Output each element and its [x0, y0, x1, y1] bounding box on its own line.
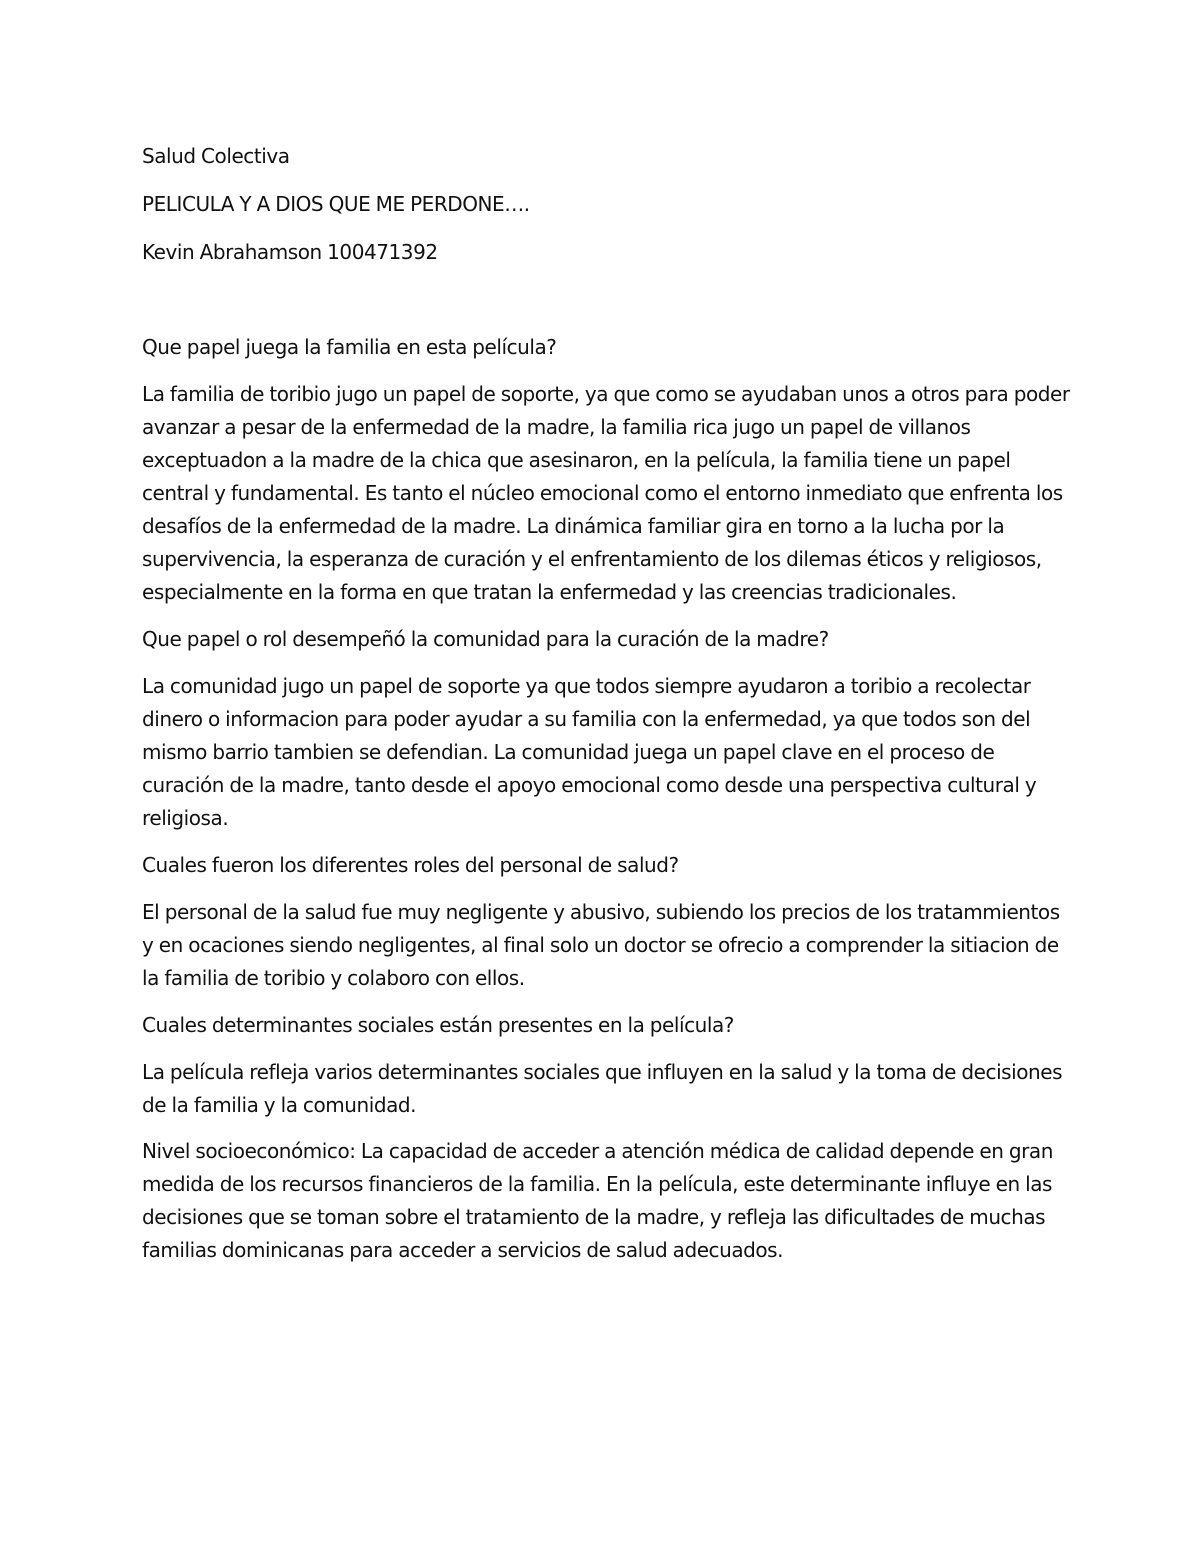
answer-health-staff-roles: El personal de la salud fue muy negligente y abusivo, subiendo los precios de los tratammientos y en ocaciones siendo negligentes, al final solo un doctor se ofrecio a comprender la sitiacion de la familia de toribio y colaboro con ellos. [142, 900, 1060, 990]
film-title: PELICULA Y A DIOS QUE ME PERDONE…. [142, 192, 530, 216]
question-community-role: Que papel o rol desempeñó la comunidad para la curación de la madre? [142, 627, 829, 651]
answer-family-role: La familia de toribio jugo un papel de soporte, ya que como se ayudaban unos a otros para poder avanzar a pesar de la enfermedad de la madre, la familia rica jugo un papel de villanos exceptuadon a la madre de la chica que asesinaron, en la película, la familia tiene un papel central y fundamental. Es tanto el núcleo emocional como el entorno inmediato que enfrenta los desafíos de la enfermedad de la madre. La dinámica familiar gira en torno a la lucha por la supervivencia, la esperanza de curación y el enfrentamiento de los dilemas éticos y religiosos, especialmente en la forma en que tratan la enfermedad y las creencias tradicionales. [142, 382, 1070, 604]
paragraph-socioeconomic-level: Nivel socioeconómico: La capacidad de acceder a atención médica de calidad depende en gran medida de los recursos financieros de la familia. En la película, este determinante influye en las decisiones que se toman sobre el tratamiento de la madre, y refleja las dificultades de muchas familias dominicanas para acceder a servicios de salud adecuados. [142, 1139, 1053, 1262]
author-line: Kevin Abrahamson 100471392 [142, 240, 438, 264]
course-name: Salud Colectiva [142, 144, 290, 168]
question-social-determinants: Cuales determinantes sociales están presentes en la película? [142, 1013, 734, 1037]
blank-line [142, 269, 1072, 330]
answer-community-role: La comunidad jugo un papel de soporte ya que todos siempre ayudaron a toribio a recolectar dinero o informacion para poder ayudar a su familia con la enfermedad, ya que todos son del mismo barrio tambien se defendian. La comunidad juega un papel clave en el proceso de curación de la madre, tanto desde el apoyo emocional como desde una perspectiva cultural y religiosa. [142, 674, 1037, 830]
document-body [142, 139, 1072, 1267]
question-family-role: Que papel juega la familia en esta película? [142, 335, 557, 359]
answer-social-determinants: La película refleja varios determinantes sociales que influyen en la salud y la toma de decisiones de la familia y la comunidad. [142, 1060, 1063, 1117]
question-health-staff-roles: Cuales fueron los diferentes roles del personal de salud? [142, 853, 679, 877]
